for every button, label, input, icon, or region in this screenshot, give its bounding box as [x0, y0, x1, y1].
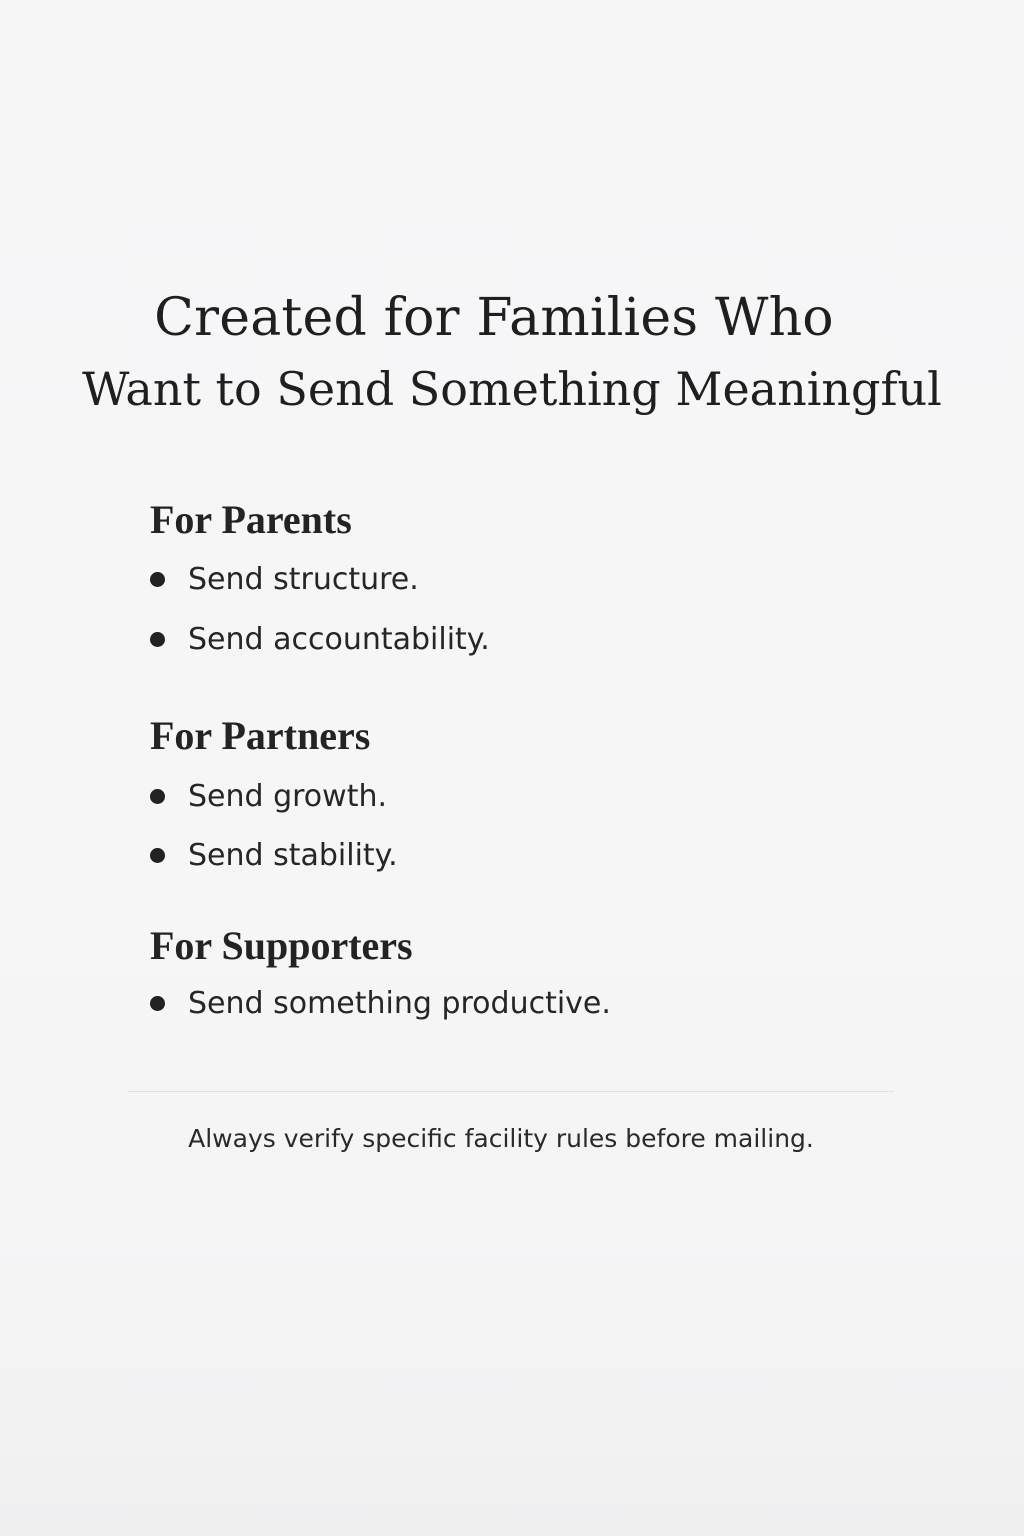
list-item-text: Send accountability. [188, 622, 490, 657]
list-item [150, 838, 398, 873]
bullet-icon [150, 572, 165, 587]
section-heading-partners: For Partners [150, 713, 371, 758]
list-item-text: Send structure. [188, 562, 419, 597]
bullet-icon [150, 789, 165, 804]
list-item-text: Send growth. [188, 779, 388, 814]
bullet-icon [150, 848, 165, 863]
bullet-icon [150, 996, 165, 1011]
page-title: Created for Families Who [154, 288, 834, 348]
list-item [150, 986, 611, 1021]
page-subtitle: Want to Send Something Meaningful [82, 362, 942, 416]
bullet-icon [150, 632, 165, 647]
list-item-text: Send something productive. [188, 986, 611, 1021]
section-heading-supporters: For Supporters [150, 923, 413, 968]
list-item-text: Send stability. [188, 838, 398, 873]
list-item [150, 779, 387, 814]
footnote: Always verify specific facility rules before mailing. [188, 1124, 814, 1153]
list-item [150, 622, 490, 657]
divider [128, 1091, 894, 1092]
section-heading-parents: For Parents [150, 497, 352, 542]
list-item [150, 562, 419, 597]
